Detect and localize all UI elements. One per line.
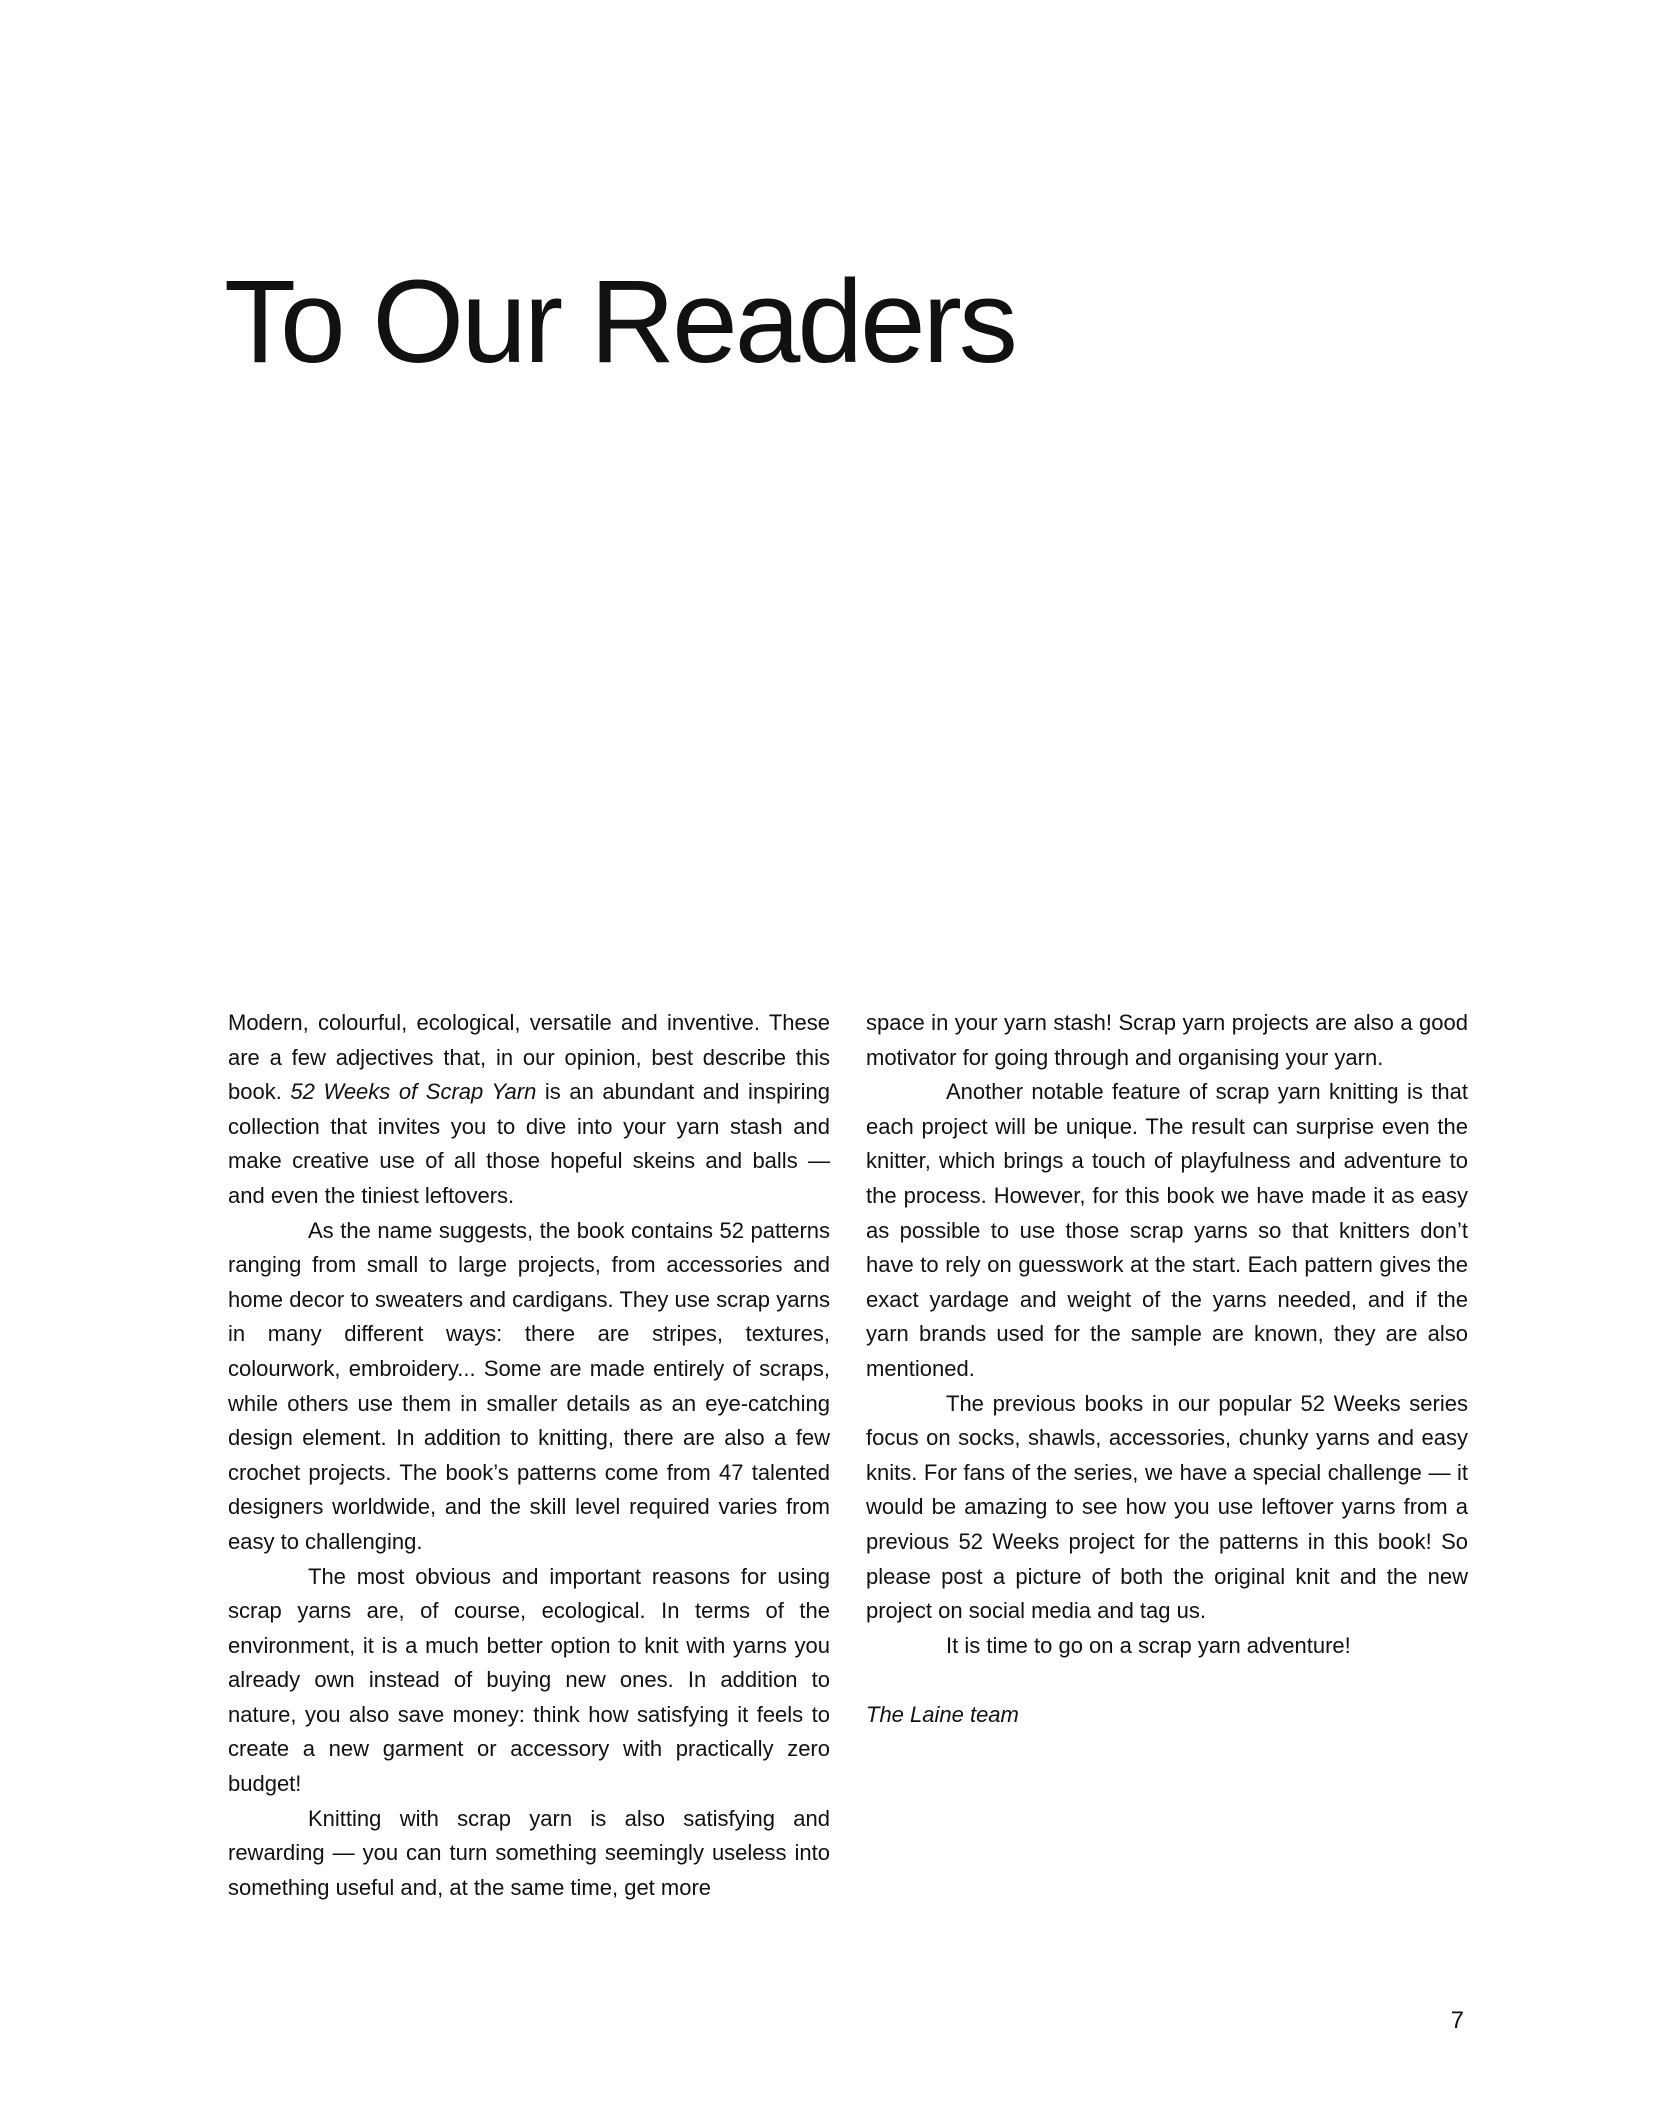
paragraph-adventure: It is time to go on a scrap yarn adventure! [946,1632,1351,1658]
paragraph-series: The previous books in our popular 52 Weeks series focus on socks, shawls, accessories, chunky yarns and easy knits. For fans of the series, we have a special challenge — it would be amazing to see how you use leftover yarns from a previous 52 Weeks project for the patterns in this book! So please post a picture of both the original knit and the new project on social media and tag us. [866,1390,1468,1624]
page-title: To Our Readers [224,256,1015,388]
page-number: 7 [1450,2007,1464,2034]
paragraph-intro [228,1006,830,1214]
paragraph-intro-text-b: is an abundant and inspiring collection that invites you to dive into your yarn stash and make creative use of all those hopeful skeins and balls — and even the tiniest leftovers. [228,1079,830,1208]
paragraph-rewarding: Knitting with scrap yarn is also satisfying and rewarding — you can turn something seemingly useless into something useful and, at the same time, get more [228,1805,830,1900]
paragraph-ecological: The most obvious and important reasons for using scrap yarns are, of course, ecological. In terms of the environment, it is a much better option to knit with yarns you already own instead of buying new ones. In addition to nature, you also save money: think how satisfying it feels to create a new garment or accessory with practically zero budget! [228,1563,830,1797]
paragraph-intro-text-a: Modern, colourful, ecological, versatile and inventive. These are a few adjectives that, in our opinion, best describe this book. [228,1010,830,1105]
paragraph-unique: Another notable feature of scrap yarn knitting is that each project will be unique. The result can surprise even the knitter, which brings a touch of playfulness and adventure to the process. However, for this book we have made it as easy as possible to use those scrap yarns so that knitters don’t have to rely on guesswork at the start. Each pattern gives the exact yardage and weight of the yarns needed, and if the yarn brands used for the sample are known, they are also mentioned. [866,1079,1468,1381]
paragraph-patterns: As the name suggests, the book contains 52 patterns ranging from small to large projects, from accessories and home decor to sweaters and cardigans. They use scrap yarns in many different ways: there are stripes, textures, colourwork, embroidery... Some are made entirely of scraps, while others use them in smaller details as an eye-catching design element. In addition to knitting, there are also a few crochet projects. The book’s patterns come from 47 talented designers worldwide, and the skill level required varies from easy to challenging. [228,1217,830,1554]
book-title-italic: 52 Weeks of Scrap Yarn [290,1079,537,1105]
text-column-right [866,1006,1468,1732]
text-column-left [228,1006,830,1905]
paragraph-rewarding-continued: space in your yarn stash! Scrap yarn projects are also a good motivator for going through and organising your yarn. [866,1010,1468,1070]
signature: The Laine team [866,1701,1019,1727]
